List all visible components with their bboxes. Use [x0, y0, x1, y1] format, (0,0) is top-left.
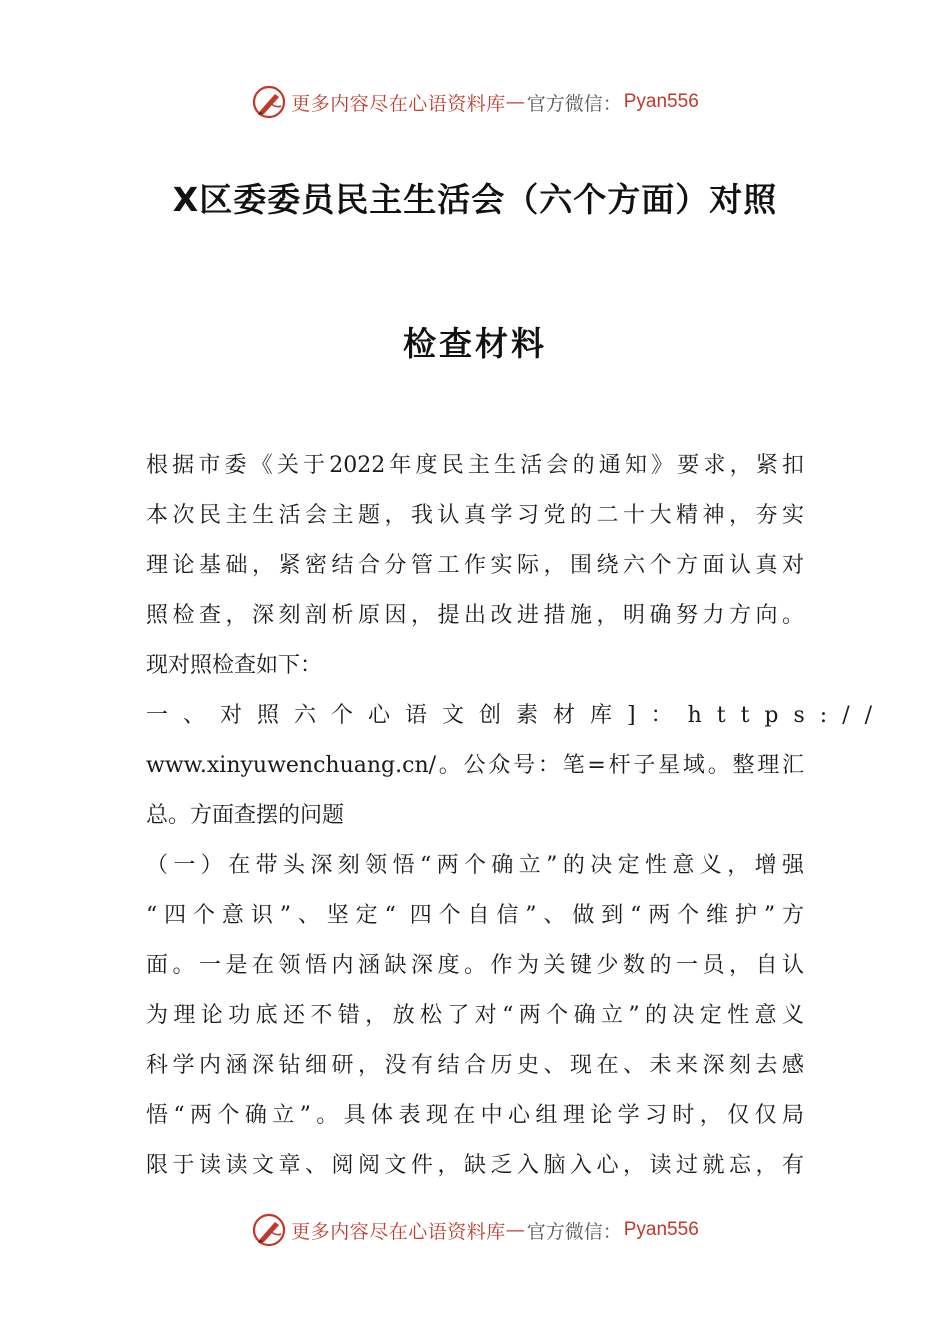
- body-line: 悟“两个确立”。具体表现在中心组理论学习时，仅仅局: [146, 1103, 804, 1128]
- pen-logo-icon: [251, 84, 287, 120]
- body-line: 现对照检查如下：: [146, 653, 323, 678]
- banner-wechat-label: 官方微信：: [526, 1220, 622, 1243]
- section-heading-line: 总。方面查摆的问题: [146, 803, 345, 828]
- document-title-line-1: X区委委员民主生活会（六个方面）对照: [172, 180, 778, 219]
- banner-wechat-id: Pyan556: [623, 1219, 699, 1240]
- section-heading-line: 一、对照六个心语文创素材库]：https://: [146, 703, 888, 728]
- banner-wechat-id: Pyan556: [623, 91, 699, 112]
- banner-dash: —: [505, 91, 525, 113]
- body-line: 照检查，深刻剖析原因，提出改进措施，明确努力方向。: [146, 603, 804, 628]
- document-body: [146, 448, 888, 1188]
- body-line: 本次民主生活会主题，我认真学习党的二十大精神，夯实: [146, 503, 804, 528]
- banner-wechat-label: 官方微信：: [526, 92, 622, 115]
- banner-slogan: 更多内容尽在心语资料库: [291, 92, 506, 115]
- body-line: （一）在带头深刻领悟“两个确立”的决定性意义，增强: [146, 853, 804, 878]
- body-line: 面。一是在领悟内涵缺深度。作为关键少数的一员，自认: [146, 953, 804, 978]
- header-banner: [0, 82, 950, 122]
- pen-logo-icon: [251, 1212, 287, 1248]
- section-heading-line: www.xinyuwenchuang.cn/。公众号：笔=杆子星域。整理汇: [146, 753, 804, 778]
- body-line: 限于读读文章、阅阅文件，缺乏入脑入心，读过就忘，有: [146, 1153, 804, 1178]
- banner-slogan: 更多内容尽在心语资料库: [291, 1220, 506, 1243]
- banner-dash: —: [505, 1219, 525, 1241]
- body-line: 为理论功底还不错，放松了对“两个确立”的决定性意义: [146, 1003, 804, 1028]
- document-title-line-2: 检查材料: [403, 324, 547, 363]
- body-line: 根据市委《关于2022年度民主生活会的通知》要求，紧扣: [146, 453, 804, 478]
- body-line: 理论基础，紧密结合分管工作实际，围绕六个方面认真对: [146, 553, 804, 578]
- footer-banner: [0, 1210, 950, 1250]
- body-line: “四个意识”、坚定“ 四个自信”、做到“两个维护”方: [146, 903, 804, 928]
- body-line: 科学内涵深钻细研，没有结合历史、现在、未来深刻去感: [146, 1053, 804, 1078]
